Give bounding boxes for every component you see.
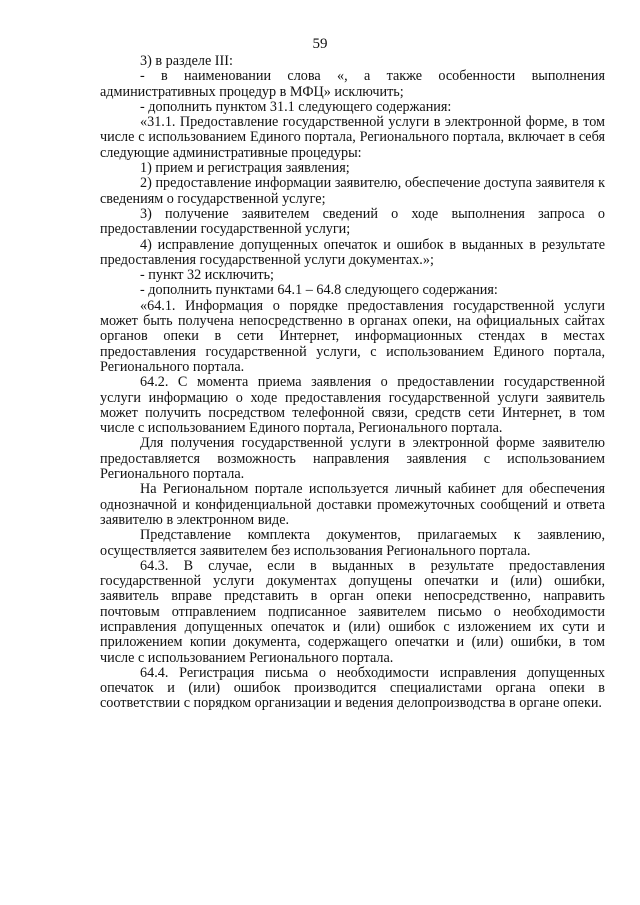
list-item-1: 1) прием и регистрация заявления; xyxy=(140,160,350,177)
paragraph-64-3: 64.3. В случае, если в выданных в результате предоставления государственной услуги документах допущены опечатки и (или) ошибки, заявитель вправе представить в орган опеки непосредственно, направить почтовым отправлением подписанное заявителем письмо о необходимости исправления допущенных опечаток и (или) ошибок с изложением их сути и приложением копии документа, содержащего опечатки и (или) ошибки, в том числе с использованием Регионального портала. xyxy=(100,557,605,666)
paragraph-add-64: - дополнить пунктами 64.1 – 64.8 следующего содержания: xyxy=(140,282,498,299)
paragraph-personal-cabinet: На Региональном портале используется личный кабинет для обеспечения однозначной и конфиденциальной доставки промежуточных сообщений и ответа заявителю в электронном виде. xyxy=(100,481,605,528)
paragraph-31-1: «31.1. Предоставление государственной услуги в электронной форме, в том числе с использованием Единого портала, Регионального портала, включает в себя следующие административные процедуры: xyxy=(100,114,605,161)
paragraph-add-31-1: - дополнить пунктом 31.1 следующего содержания: xyxy=(140,98,452,115)
list-item-2: 2) предоставление информации заявителю, обеспечение доступа заявителя к сведениям о государственной услуге; xyxy=(100,175,605,207)
list-item-3: 3) получение заявителем сведений о ходе выполнения запроса о предоставлении государственной услуги; xyxy=(100,205,605,238)
paragraph-64-1: «64.1. Информация о порядке предоставления государственной услуги может быть получена непосредственно в органах опеки, на официальных сайтах органов опеки в сети Интернет, информационных стендах в местах предоставления государственной услуги, с использованием Единого портала, Регионального портала. xyxy=(100,297,605,375)
document-body xyxy=(100,54,605,712)
paragraph-section-3: 3) в разделе III: xyxy=(140,53,233,69)
page-number: 59 xyxy=(312,36,328,52)
paragraph-electronic-form: Для получения государственной услуги в электронной форме заявителю предоставляется возможность направления заявления с использованием Регионального портала. xyxy=(100,435,605,483)
list-item-4: 4) исправление допущенных опечаток и ошибок в выданных в результате предоставления государственной услуги документах.»; xyxy=(100,236,605,268)
paragraph-documents: Представление комплекта документов, прилагаемых к заявлению, осуществляется заявителем без использования Регионального портала. xyxy=(100,527,605,559)
paragraph-exclude-32: - пункт 32 исключить; xyxy=(140,267,274,284)
paragraph-64-2: 64.2. С момента приема заявления о предоставлении государственной услуги информацию о ходе предоставления государственной услуги заявитель может получить посредством телефонной связи, средств сети Интернет, в том числе с использованием Единого портала, Регионального портала. xyxy=(100,374,605,437)
paragraph-title-change: - в наименовании слова «, а также особенности выполнения административных процедур в МФЦ» исключить; xyxy=(100,68,605,100)
paragraph-64-4: 64.4. Регистрация письма о необходимости исправления допущенных опечаток и (или) ошибок производится специалистами органа опеки в соответствии с порядком организации и ведения делопроизводства в органе опеки. xyxy=(100,664,605,712)
